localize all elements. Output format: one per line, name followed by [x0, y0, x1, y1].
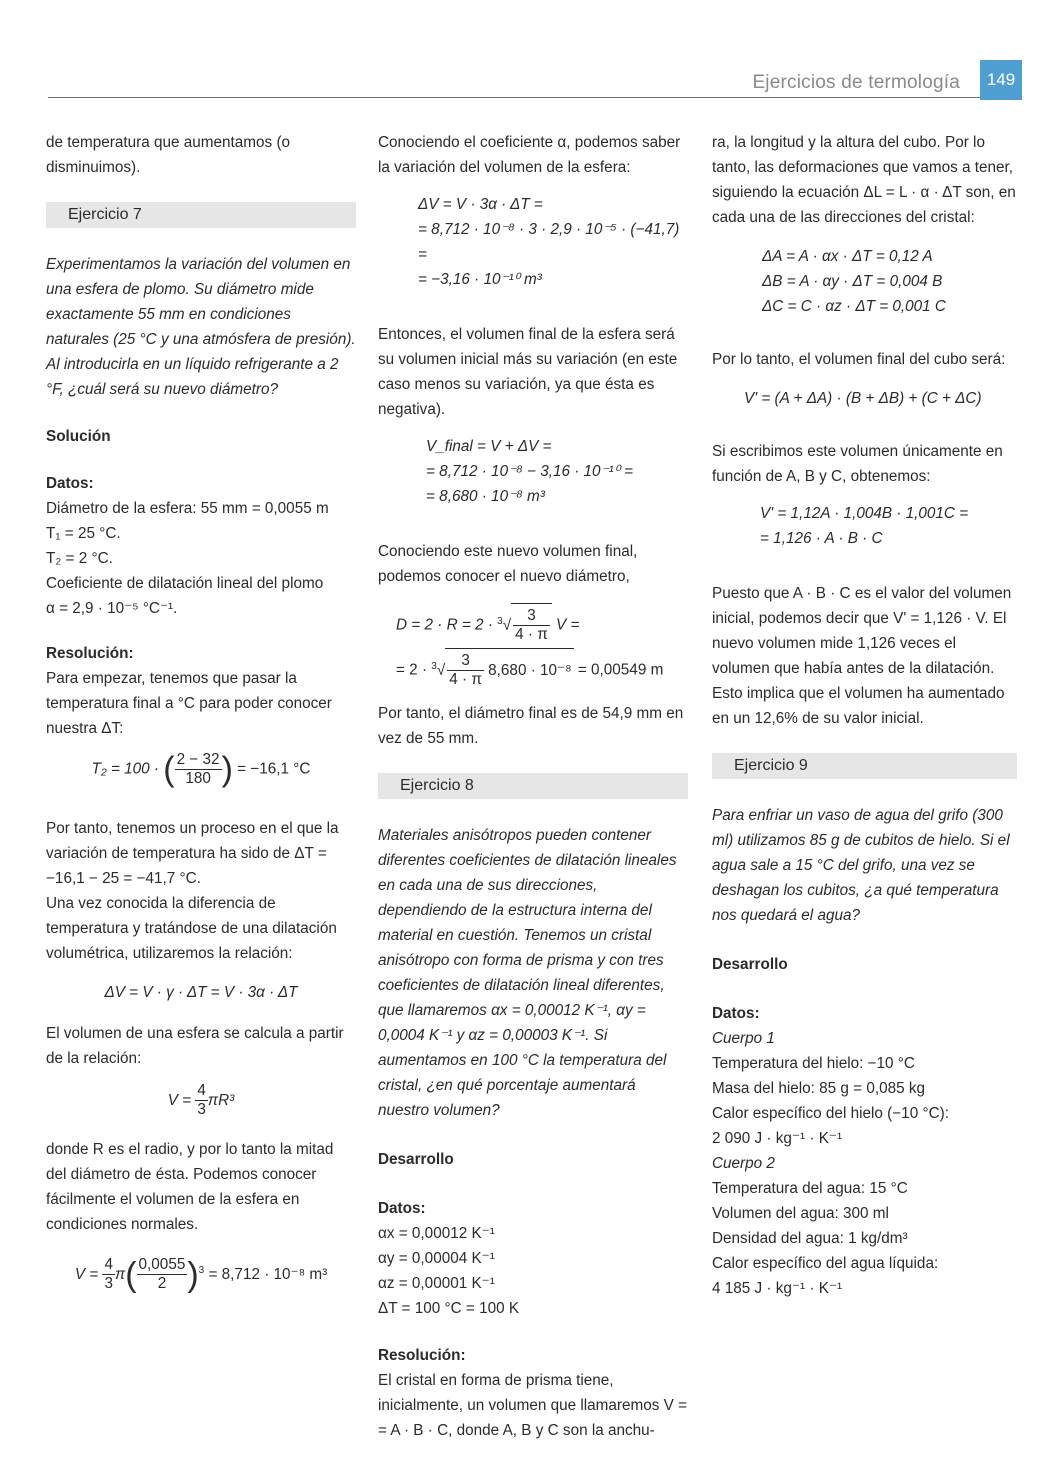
exercise-7-statement: Experimentamos la variación del volumen en una esfera de plomo. Su diámetro mide exactamente 55 mm en condiciones naturales (25 °C y una atmósfera de presión). Al introducirla en un líquido refrigerante a 2 °F, ¿cuál será su nuevo diámetro? [46, 256, 356, 398]
solution-heading: Solución [46, 428, 111, 445]
paragraph: El volumen de una esfera se calcula a partir de la relación: [46, 1025, 344, 1067]
data-line: α = 2,9 · 10⁻⁵ °C⁻¹. [46, 600, 178, 617]
equation-initial-volume: V = $\frac{4}{3}$ π( $\frac{0,0055}{2}$ )$^3$ = 8,712 · 10⁻⁸ m³ [74, 1255, 328, 1294]
data-line: Temperatura del hielo: −10 °C [712, 1055, 915, 1072]
exercise-8-heading: Ejercicio 8 [378, 773, 688, 799]
equation-block-vfinal: V_final = V + ΔV = = 8,712 · 10⁻⁸ − 3,16 · 10⁻¹⁰ = = 8,680 · 10⁻⁸ m³ [426, 438, 634, 505]
paragraph: donde R es el radio, y por lo tanto la mitad del diámetro de ésta. Podemos conocer fácilmente el volumen de la esfera en condiciones normales. [46, 1141, 334, 1233]
fraction: $\frac{2 - 32}{180}$ [176, 751, 220, 787]
exercise-8-statement: Materiales anisótropos pueden contener diferentes coeficientes de dilatación lineales en cada una de sus direcciones, dependiendo de la estructura interna del material en cuestión. Tenemos un cristal anisótropo con forma de prisma y con tres coeficientes de dilatación lineal diferentes, que llamaremos αx = 0,00012 K⁻¹, αy = 0,0004 K⁻¹ y αz = 0,00003 K⁻¹. Si aumentamos en 100 °C la temperatura del cristal, ¿en qué porcentaje aumentará nuestro volumen? [378, 827, 677, 1119]
data-heading: Datos: [712, 1005, 760, 1022]
data-line: T₂ = 2 °C. [46, 550, 113, 567]
data-line: Masa del hielo: 85 g = 0,085 kg [712, 1080, 926, 1097]
header-rule [48, 97, 980, 98]
cube-root: $^3$√ $\frac{3}{4 \cdot \pi}$ [497, 603, 552, 648]
data-line: ΔT = 100 °C = 100 K [378, 1300, 520, 1317]
data-line: 2 090 J · kg⁻¹ · K⁻¹ [712, 1130, 843, 1147]
paragraph: Entonces, el volumen final de la esfera será su volumen inicial más su variación (en este caso menos su variación, ya que ésta es negativa). [378, 326, 678, 418]
paragraph: Por tanto, el diámetro final es de 54,9 mm en vez de 55 mm. [378, 705, 684, 747]
data-line: αy = 0,00004 K⁻¹ [378, 1250, 495, 1267]
data-line: Volumen del agua: 300 ml [712, 1205, 889, 1222]
data-line: T₁ = 25 °C. [46, 525, 121, 542]
fraction: $\frac{4}{3}$ [104, 1256, 113, 1293]
exercise-9-statement: Para enfriar un vaso de agua del grifo (300 ml) utilizamos 85 g de cubitos de hielo. Si el agua sale a 15 °C del grifo, una vez se deshagan los cubitos, ¿a qué temperatura nos quedará el agua? [712, 807, 1010, 924]
data-line: Densidad del agua: 1 kg/dm³ [712, 1230, 908, 1247]
resolution-heading: Resolución: [46, 645, 134, 662]
data-line: Coeficiente de dilatación lineal del plomo [46, 575, 324, 592]
equation-block-vprime: V' = 1,12A · 1,004B · 1,001C = = 1,126 · A · B · C [760, 505, 969, 547]
data-line: αx = 0,00012 K⁻¹ [378, 1225, 495, 1242]
paragraph: Una vez conocida la diferencia de temperatura y tratándose de una dilatación volumétrica, utilizaremos la relación: [46, 895, 337, 962]
page-number-badge: 149 [980, 60, 1022, 100]
data-heading: Datos: [46, 475, 94, 492]
paragraph: El cristal en forma de prisma tiene, inicialmente, un volumen que llamaremos V = = A · B · C, donde A, B y C son la anchu- [378, 1372, 688, 1439]
data-heading: Datos: [378, 1200, 426, 1217]
paragraph: Por tanto, tenemos un proceso en el que la variación de temperatura ha sido de ΔT = −16,1 − 25 = −41,7 °C. [46, 820, 339, 887]
equation-t2: T₂ = 100 · ( $\frac{2 - 32}{180}$ ) = −16,1 °C [91, 750, 311, 789]
development-heading: Desarrollo [712, 956, 788, 973]
column-1 [46, 130, 356, 1295]
paragraph: Conociendo el coeficiente α, podemos saber la variación del volumen de la esfera: [378, 134, 681, 176]
body-2-label: Cuerpo 2 [712, 1155, 775, 1172]
resolution-heading: Resolución: [378, 1347, 466, 1364]
development-heading: Desarrollo [378, 1151, 454, 1168]
paragraph: Puesto que A · B · C es el valor del volumen inicial, podemos decir que V' = 1,126 · V. El nuevo volumen mide 1,126 veces el volumen que había antes de la dilatación. Esto implica que el volumen ha aumentado en un 12,6% de su valor inicial. [712, 585, 1012, 727]
equation-diameter: D = 2 · R = 2 · $^3$√ $\frac{3}{4 \cdot \pi}$ V = [378, 603, 688, 648]
equation-diameter-value: = 2 · $^3$√ $\frac{3}{4 \cdot \pi}$ 8,680 · 10⁻⁸ = 0,00549 m [378, 648, 688, 693]
data-line: Temperatura del agua: 15 °C [712, 1180, 908, 1197]
column-2 [378, 130, 688, 1443]
paragraph: Conociendo este nuevo volumen final, podemos conocer el nuevo diámetro, [378, 543, 638, 585]
cube-root: $^3$√ $\frac{3}{4 \cdot \pi}$ 8,680 · 10⁻⁸ [431, 648, 573, 693]
equation-block-dv: ΔV = V · 3α · ΔT = = 8,712 · 10⁻⁸ · 3 · 2,9 · 10⁻⁵ · (−41,7) = = −3,16 · 10⁻¹⁰ m³ [418, 196, 680, 288]
paragraph: de temperatura que aumentamos (o disminuimos). [46, 134, 291, 176]
data-line: Calor específico del hielo (−10 °C): [712, 1105, 949, 1122]
paragraph: ra, la longitud y la altura del cubo. Por lo tanto, las deformaciones que vamos a tener, siguiendo la ecuación ΔL = L · α · ΔT son, en cada una de las direcciones del cristal: [712, 134, 1016, 226]
running-header: Ejercicios de termología [752, 72, 960, 93]
equation-block-deformations: ΔA = A · αx · ΔT = 0,12 A ΔB = A · αy · ΔT = 0,004 B ΔC = C · αz · ΔT = 0,001 C [762, 248, 946, 315]
data-line: 4 185 J · kg⁻¹ · K⁻¹ [712, 1280, 843, 1297]
paragraph: Si escribimos este volumen únicamente en función de A, B y C, obtenemos: [712, 443, 1003, 485]
fraction: $\frac{4}{3}$ [197, 1082, 206, 1119]
equation-sphere-volume: V = $\frac{4}{3}$ πR³ [167, 1082, 235, 1119]
body-1-label: Cuerpo 1 [712, 1030, 775, 1047]
data-line: αz = 0,00001 K⁻¹ [378, 1275, 495, 1292]
data-line: Calor específico del agua líquida: [712, 1255, 939, 1272]
fraction: $\frac{0,0055}{2}$ [138, 1256, 186, 1293]
exercise-9-heading: Ejercicio 9 [712, 753, 1017, 779]
exercise-7-heading: Ejercicio 7 [46, 202, 356, 228]
equation-final-volume: V' = (A + ΔA) · (B + ΔB) + (C + ΔC) [744, 390, 982, 407]
data-line: Diámetro de la esfera: 55 mm = 0,0055 m [46, 500, 329, 517]
paragraph: Por lo tanto, el volumen final del cubo será: [712, 351, 1006, 368]
equation-dv: ΔV = V · γ · ΔT = V · 3α · ΔT [104, 984, 298, 1001]
paragraph: Para empezar, tenemos que pasar la temperatura final a °C para poder conocer nuestra ΔT: [46, 670, 332, 737]
column-3 [712, 130, 1017, 1301]
